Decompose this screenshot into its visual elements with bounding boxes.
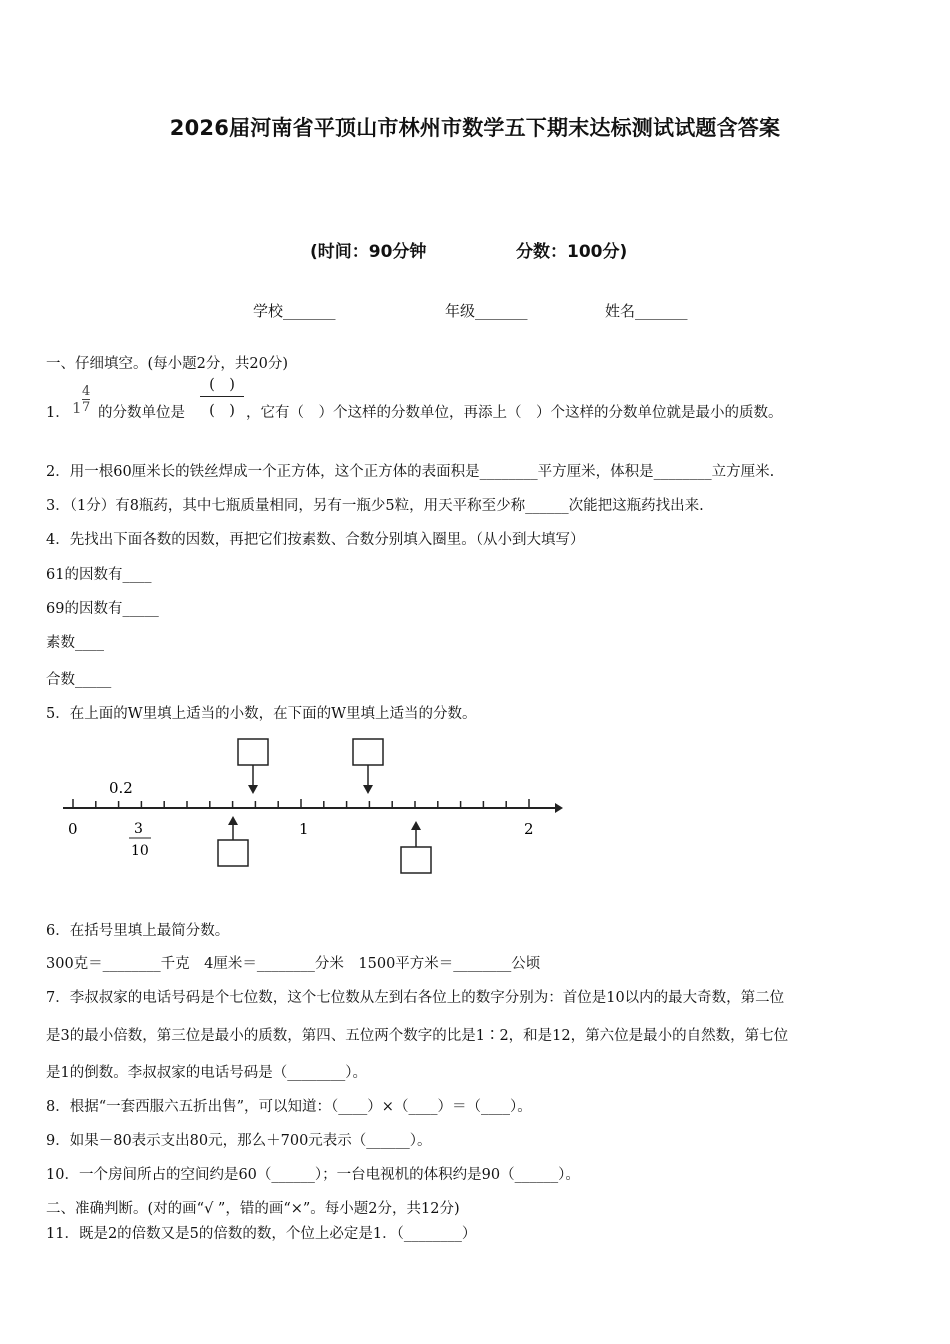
fraction-unit-blank <box>200 374 244 422</box>
question-8: 8．根据“一套西服六五折出售”，可以知道：（____）×（____）＝（____）。 <box>46 1099 532 1115</box>
fraction-label-denominator: 10 <box>131 843 149 859</box>
question-1-text-a: 的分数单位是 <box>98 405 185 421</box>
name-field: 姓名_______ <box>605 302 688 320</box>
time-info: (时间：90分钟 <box>310 242 427 262</box>
number-line-figure <box>55 730 575 880</box>
blank-denominator: ( ) <box>209 403 235 419</box>
page-title: 2026届河南省平顶山市林州市数学五下期末达标测试试题含答案 <box>169 116 781 140</box>
question-7-line-2: 是3的最小倍数，第三位是最小的质数，第四、五位两个数字的比是1∶2，和是12，第六位是最小的自然数，第七位 <box>46 1028 789 1044</box>
answer-box-top-2 <box>353 739 383 765</box>
mixed-number-fraction <box>82 384 90 415</box>
question-7-line-1: 7．李叔叔家的电话号码是个七位数，这个七位数从左到右各位上的数字分别为：首位是10以内的最大奇数，第二位 <box>46 990 785 1006</box>
axis-arrowhead <box>555 803 563 813</box>
arrowhead-bottom-2 <box>411 821 421 830</box>
question-6-stem: 6．在括号里填上最简分数。 <box>46 923 230 939</box>
fraction-label-numerator: 3 <box>134 821 143 837</box>
tick-label-2: 2 <box>524 820 534 838</box>
question-5-stem: 5．在上面的W里填上适当的小数，在下面的W里填上适当的分数。 <box>46 706 477 722</box>
question-2: 2．用一根60厘米长的铁丝焊成一个正方体，这个正方体的表面积是________平方厘米，体积是________立方厘米. <box>46 464 775 480</box>
q4-line-61: 61的因数有____ <box>46 567 152 583</box>
q4-line-composite: 合数_____ <box>46 672 112 688</box>
arrowhead-top-1 <box>248 785 258 794</box>
answer-box-top-1 <box>238 739 268 765</box>
section-2-heading: 二、准确判断。(对的画“√ ”，错的画“×”。每小题2分，共12分) <box>46 1201 460 1217</box>
question-3: 3．（1分）有8瓶药，其中七瓶质量相同，另有一瓶少5粒，用天平称至少称______次能把这瓶药找出来. <box>46 498 704 514</box>
label-0-2: 0.2 <box>109 779 133 797</box>
fraction-numerator: 4 <box>82 384 91 399</box>
question-11: 11．既是2的倍数又是5的倍数的数，个位上必定是1．（________） <box>46 1226 477 1242</box>
question-1-number: 1． <box>46 405 70 421</box>
arrowhead-bottom-1 <box>228 816 238 825</box>
question-1-text-b: ，它有（ ）个这样的分数单位，再添上（ ）个这样的分数单位就是最小的质数。 <box>246 405 783 421</box>
tick-marks <box>73 799 529 808</box>
tick-label-1: 1 <box>299 820 309 838</box>
fraction-denominator: 7 <box>82 400 91 415</box>
score-info: 分数：100分) <box>516 242 628 262</box>
mixed-number-whole: 1 <box>72 399 82 417</box>
arrowhead-top-2 <box>363 785 373 794</box>
answer-box-bottom-2 <box>401 847 431 873</box>
question-10: 10．一个房间所占的空间约是60（______）；一台电视机的体积约是90（______）。 <box>46 1167 580 1183</box>
q4-line-69: 69的因数有_____ <box>46 601 159 617</box>
question-6-conversions: 300克＝________千克 4厘米＝________分米 1500平方米＝________公顷 <box>46 956 541 972</box>
blank-numerator: ( ) <box>200 374 244 397</box>
question-9: 9．如果－80表示支出80元，那么＋700元表示（______）。 <box>46 1133 432 1149</box>
section-1-heading: 一、仔细填空。(每小题2分，共20分) <box>46 356 288 372</box>
question-4-stem: 4．先找出下面各数的因数，再把它们按素数、合数分别填入圈里。（从小到大填写） <box>46 532 585 548</box>
grade-field: 年级_______ <box>445 302 528 320</box>
tick-label-0: 0 <box>68 820 78 838</box>
answer-box-bottom-1 <box>218 840 248 866</box>
question-7-line-3: 是1的倒数。李叔叔家的电话号码是（________）。 <box>46 1065 367 1081</box>
school-field: 学校_______ <box>253 302 336 320</box>
q4-line-prime: 素数____ <box>46 635 104 651</box>
